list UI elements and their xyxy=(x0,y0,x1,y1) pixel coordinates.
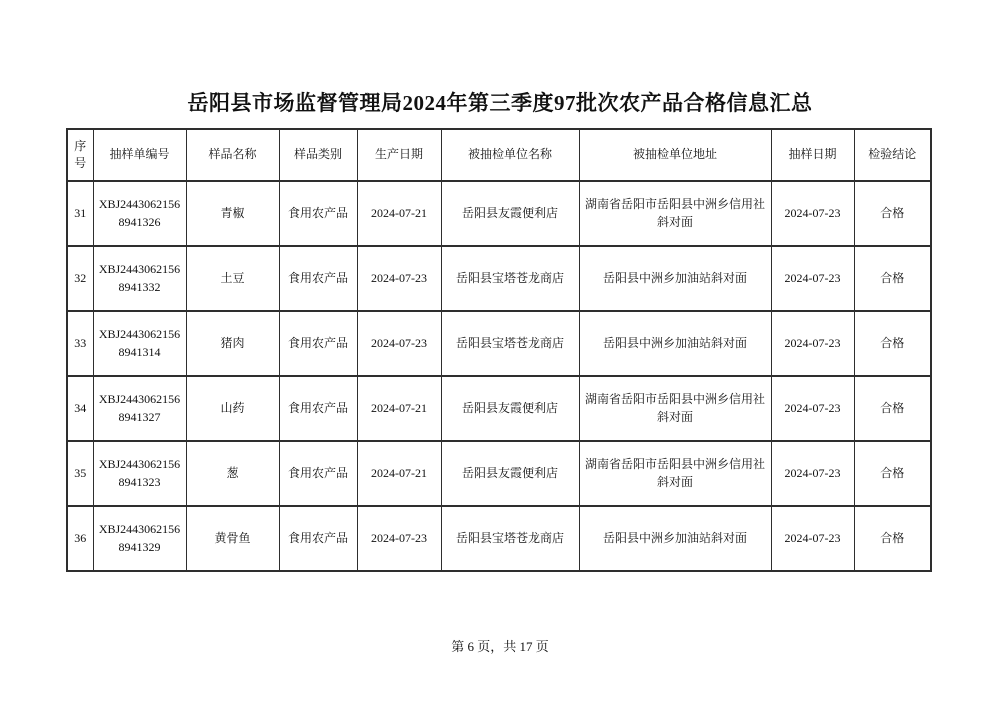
cell-production-date: 2024-07-23 xyxy=(357,506,441,571)
cell-unit-address: 湖南省岳阳市岳阳县中洲乡信用社斜对面 xyxy=(579,376,771,441)
cell-result: 合格 xyxy=(854,506,931,571)
cell-seq: 33 xyxy=(67,311,93,376)
cell-result: 合格 xyxy=(854,181,931,246)
column-header-sample-category: 样品类别 xyxy=(279,129,357,181)
cell-sampling-date: 2024-07-23 xyxy=(771,376,854,441)
cell-unit-name: 岳阳县友霞便利店 xyxy=(441,376,579,441)
cell-production-date: 2024-07-23 xyxy=(357,311,441,376)
column-header-sample-code: 抽样单编号 xyxy=(93,129,186,181)
cell-sample-code: XBJ2443062156 8941327 xyxy=(93,376,186,441)
cell-unit-name: 岳阳县宝塔苍龙商店 xyxy=(441,506,579,571)
cell-sample-code: XBJ2443062156 8941323 xyxy=(93,441,186,506)
page-title: 岳阳县市场监督管理局2024年第三季度97批次农产品合格信息汇总 xyxy=(187,91,813,115)
cell-sampling-date: 2024-07-23 xyxy=(771,441,854,506)
cell-sample-category: 食用农产品 xyxy=(279,506,357,571)
cell-unit-name: 岳阳县宝塔苍龙商店 xyxy=(441,311,579,376)
cell-production-date: 2024-07-21 xyxy=(357,376,441,441)
cell-sampling-date: 2024-07-23 xyxy=(771,311,854,376)
cell-sample-code: XBJ2443062156 8941314 xyxy=(93,311,186,376)
table-row xyxy=(67,376,931,441)
cell-sample-name: 猪肉 xyxy=(186,311,279,376)
cell-sample-name: 青椒 xyxy=(186,181,279,246)
table-row xyxy=(67,311,931,376)
cell-unit-address: 岳阳县中洲乡加油站斜对面 xyxy=(579,506,771,571)
cell-unit-address: 岳阳县中洲乡加油站斜对面 xyxy=(579,311,771,376)
cell-sampling-date: 2024-07-23 xyxy=(771,181,854,246)
cell-sample-name: 山药 xyxy=(186,376,279,441)
column-header-sampling-date: 抽样日期 xyxy=(771,129,854,181)
cell-sample-name: 土豆 xyxy=(186,246,279,311)
column-header-production-date: 生产日期 xyxy=(357,129,441,181)
cell-unit-name: 岳阳县友霞便利店 xyxy=(441,441,579,506)
table-row xyxy=(67,181,931,246)
column-header-unit-name: 被抽检单位名称 xyxy=(441,129,579,181)
cell-sample-category: 食用农产品 xyxy=(279,376,357,441)
cell-sample-code: XBJ2443062156 8941332 xyxy=(93,246,186,311)
cell-production-date: 2024-07-21 xyxy=(357,441,441,506)
cell-unit-address: 湖南省岳阳市岳阳县中洲乡信用社斜对面 xyxy=(579,441,771,506)
cell-result: 合格 xyxy=(854,441,931,506)
inspection-table xyxy=(66,128,932,572)
cell-unit-address: 岳阳县中洲乡加油站斜对面 xyxy=(579,246,771,311)
cell-unit-name: 岳阳县友霞便利店 xyxy=(441,181,579,246)
cell-seq: 34 xyxy=(67,376,93,441)
cell-sample-name: 黄骨鱼 xyxy=(186,506,279,571)
table-row xyxy=(67,441,931,506)
column-header-sample-name: 样品名称 xyxy=(186,129,279,181)
column-header-result: 检验结论 xyxy=(854,129,931,181)
cell-production-date: 2024-07-23 xyxy=(357,246,441,311)
cell-sample-code: XBJ2443062156 8941329 xyxy=(93,506,186,571)
cell-sample-category: 食用农产品 xyxy=(279,441,357,506)
cell-seq: 31 xyxy=(67,181,93,246)
cell-seq: 36 xyxy=(67,506,93,571)
column-header-seq: 序号 xyxy=(67,129,93,181)
cell-sampling-date: 2024-07-23 xyxy=(771,506,854,571)
cell-production-date: 2024-07-21 xyxy=(357,181,441,246)
table-body xyxy=(67,181,931,571)
cell-unit-address: 湖南省岳阳市岳阳县中洲乡信用社斜对面 xyxy=(579,181,771,246)
cell-unit-name: 岳阳县宝塔苍龙商店 xyxy=(441,246,579,311)
cell-sample-name: 葱 xyxy=(186,441,279,506)
column-header-unit-address: 被抽检单位地址 xyxy=(579,129,771,181)
cell-sampling-date: 2024-07-23 xyxy=(771,246,854,311)
cell-seq: 35 xyxy=(67,441,93,506)
table-row xyxy=(67,506,931,571)
page-number: 第 6 页，共 17 页 xyxy=(451,639,549,654)
cell-sample-code: XBJ2443062156 8941326 xyxy=(93,181,186,246)
cell-sample-category: 食用农产品 xyxy=(279,181,357,246)
cell-sample-category: 食用农产品 xyxy=(279,311,357,376)
header-row xyxy=(67,129,931,181)
cell-result: 合格 xyxy=(854,246,931,311)
cell-result: 合格 xyxy=(854,311,931,376)
cell-sample-category: 食用农产品 xyxy=(279,246,357,311)
cell-result: 合格 xyxy=(854,376,931,441)
table-row xyxy=(67,246,931,311)
cell-seq: 32 xyxy=(67,246,93,311)
